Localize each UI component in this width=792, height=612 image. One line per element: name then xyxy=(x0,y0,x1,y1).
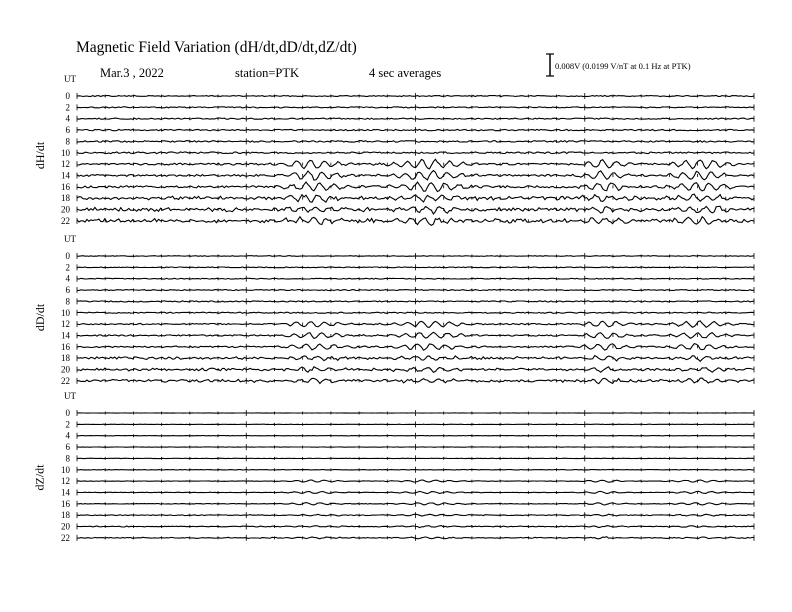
trace-dd-2 xyxy=(77,267,754,268)
row-label: 18 xyxy=(61,510,70,521)
row-label: 22 xyxy=(61,532,70,543)
row-label: 8 xyxy=(65,453,70,464)
date-label: Mar.3 , 2022 xyxy=(100,66,164,80)
row-label: 16 xyxy=(61,181,70,192)
row-label: 6 xyxy=(65,125,70,136)
trace-dh-0 xyxy=(77,96,754,97)
panel-ylabel-dz: dZ/dt xyxy=(32,464,47,491)
panel-ylabel-dd: dD/dt xyxy=(33,303,48,332)
row-label: 14 xyxy=(61,170,70,181)
row-label: 22 xyxy=(61,215,70,226)
row-label: 20 xyxy=(61,364,70,375)
row-label: 10 xyxy=(61,147,70,158)
ut-label: UT xyxy=(64,234,76,244)
row-label: 6 xyxy=(65,442,70,453)
row-label: 10 xyxy=(61,464,70,475)
trace-dd-0 xyxy=(77,256,754,257)
chart-title: Magnetic Field Variation (dH/dt,dD/dt,dZ/dt) xyxy=(76,39,357,56)
row-label: 12 xyxy=(61,319,70,330)
row-label: 22 xyxy=(61,375,70,386)
row-label: 6 xyxy=(65,285,70,296)
station-label: station=PTK xyxy=(235,66,299,80)
row-label: 12 xyxy=(61,476,70,487)
averages-label: 4 sec averages xyxy=(369,66,442,80)
row-label: 16 xyxy=(61,498,70,509)
trace-dd-4 xyxy=(77,278,754,279)
row-label: 0 xyxy=(65,251,70,261)
row-label: 2 xyxy=(65,419,70,430)
row-label: 20 xyxy=(61,204,70,215)
row-label: 2 xyxy=(65,102,70,113)
row-label: 16 xyxy=(61,341,70,352)
row-label: 0 xyxy=(65,91,70,101)
row-label: 0 xyxy=(65,408,70,418)
row-label: 12 xyxy=(61,159,70,170)
scale-note: 0.008V (0.0199 V/nT at 0.1 Hz at PTK) xyxy=(555,61,691,71)
row-label: 18 xyxy=(61,193,70,204)
row-label: 4 xyxy=(65,113,70,124)
row-label: 4 xyxy=(65,273,70,284)
row-label: 18 xyxy=(61,353,70,364)
ut-label: UT xyxy=(64,74,76,84)
row-label: 8 xyxy=(65,136,70,147)
trace-dz-10 xyxy=(77,470,754,471)
row-label: 4 xyxy=(65,430,70,441)
ut-label: UT xyxy=(64,391,76,401)
panel-ylabel-dh: dH/dt xyxy=(33,141,48,170)
row-label: 10 xyxy=(61,307,70,318)
row-label: 20 xyxy=(61,521,70,532)
row-label: 14 xyxy=(61,330,70,341)
row-label: 2 xyxy=(65,262,70,273)
row-label: 14 xyxy=(61,487,70,498)
row-label: 8 xyxy=(65,296,70,307)
